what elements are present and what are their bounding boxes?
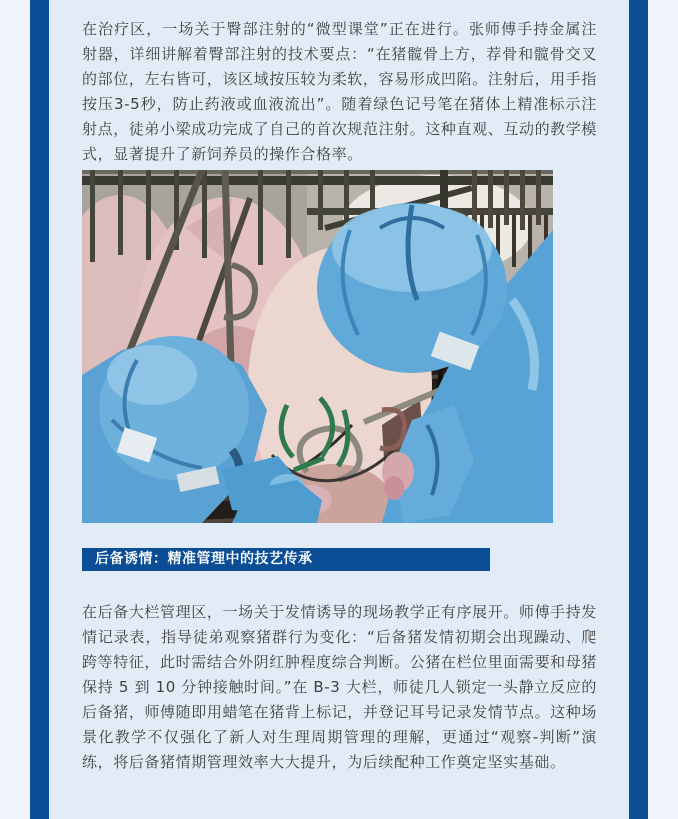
section-header-text: 后备诱情：精准管理中的技艺传承 [95,551,313,567]
article-content [49,0,629,819]
paragraph-estrus-training: 在后备大栏管理区，一场关于发情诱导的现场教学正有序展开。师傅手持发情记录表，指导徒弟观察猪群行为变化：“后备猪发情初期会出现躁动、爬跨等特征，此时需结合外阴红肿程度综合判断。公猪在栏位里面需要和母猪保持 5 到 10 分钟接触时间。”在 B-3 大栏，师徒几人锁定一头静立反应的后备猪，师傅随即用蜡笔在猪背上标记，并登记耳号记录发情节点。这种场景化教学不仅强化了新人对生理周期管理的理解，更通过“观察-判断”演练，将后备猪情期管理效率大大提升，为后续配种工作奠定坚实基础。 [82,603,597,771]
section-header-banner [82,548,490,571]
left-blue-band [30,0,49,819]
left-margin-strip [0,0,30,819]
paragraph-injection-training: 在治疗区，一场关于臀部注射的“微型课堂”正在进行。张师傅手持金属注射器，详细讲解着臀部注射的技术要点：“在猪髋骨上方，荐骨和髋骨交叉的部位，左右皆可，该区域按压较为柔软，容易形成凹陷。注射后，用手指按压3-5秒，防止药液或血液流出”。随着绿色记号笔在猪体上精准标示注射点，徒弟小梁成功完成了自己的首次规范注射。这种直观、互动的教学模式，显著提升了新饲养员的操作合格率。 [82,20,597,163]
article-photo[interactable] [82,170,553,523]
right-blue-band [629,0,648,819]
right-margin-strip [648,0,678,819]
pig-farm-photo-illustration [82,170,553,523]
